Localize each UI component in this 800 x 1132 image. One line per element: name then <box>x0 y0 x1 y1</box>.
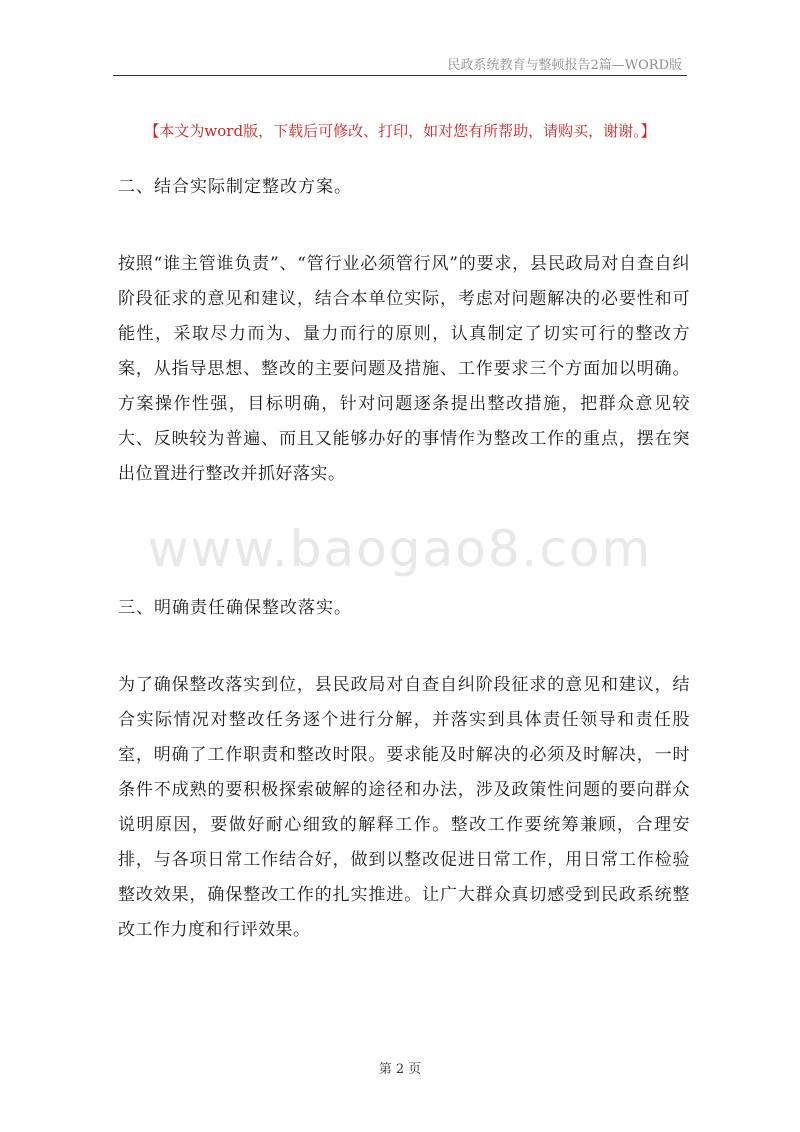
purchase-notice: 【本文为word版，下载后可修改、打印，如对您有所帮助，请购买，谢谢。】 <box>144 122 656 140</box>
section-paragraph: 为了确保整改落实到位，县民政局对自查自纠阶段征求的意见和建议，结合实际情况对整改任务逐个进行分解，并落实到具体责任领导和责任股室，明确了工作职责和整改时限。要求能及时解决的必须及时解决，一时条件不成熟的要积极探索破解的途径和办法，涉及政策性问题的要向群众说明原因，要做好耐心细致的解释工作。整改工作要统筹兼顾，合理安排，与各项日常工作结合好，做到以整改促进日常工作，用日常工作检验整改效果，确保整改工作的扎实推进。让广大群众真切感受到民政系统整改工作力度和行评效果。 <box>118 675 690 940</box>
section-heading: 二、结合实际制定整改方案。 <box>118 177 352 197</box>
page-number: 第 2 页 <box>378 1062 422 1077</box>
section-paragraph: 按照“谁主管谁负责”、“管行业必须管行风”的要求，县民政局对自查自纠阶段征求的意见和建议，结合本单位实际，考虑对问题解决的必要性和可能性，采取尽力而为、量力而行的原则，认真制定了切实可行的整改方案，从指导思想、整改的主要问题及措施、工作要求三个方面加以明确。方案操作性强，目标明确，针对问题逐条提出整改措施，把群众意见较大、反映较为普遍、而且又能够办好的事情作为整改工作的重点，摆在突出位置进行整改并抓好落实。 <box>118 254 690 484</box>
header-title: 民政系统教育与整顿报告2篇—WORD版 <box>447 58 682 73</box>
section-heading: 三、明确责任确保整改落实。 <box>118 598 352 618</box>
watermark: www.baogao8.com <box>147 520 653 578</box>
header-divider <box>113 75 687 76</box>
